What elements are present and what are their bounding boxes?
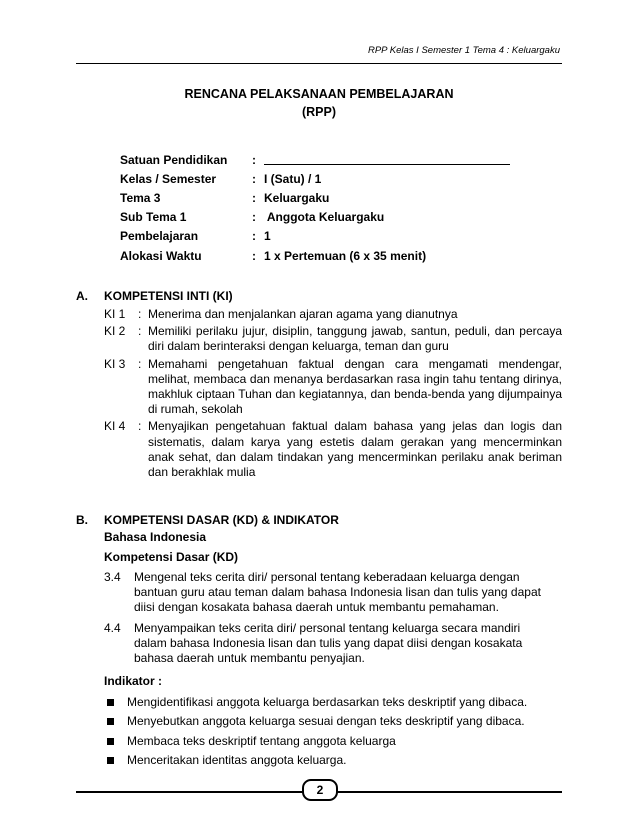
kd-number: 4.4 bbox=[104, 621, 121, 635]
identity-value: Keluargaku bbox=[264, 190, 330, 205]
identity-colon: : bbox=[252, 210, 256, 225]
ki-list bbox=[104, 307, 562, 480]
ki-code: KI 1 bbox=[104, 307, 126, 321]
identity-colon: : bbox=[252, 152, 256, 167]
square-bullet-icon bbox=[107, 757, 114, 764]
ki-colon: : bbox=[138, 356, 142, 371]
square-bullet-icon bbox=[107, 718, 114, 725]
ki-code: KI 2 bbox=[104, 324, 126, 339]
ki-text: Menerima dan menjalankan ajaran agama yang dianutnya bbox=[148, 307, 458, 321]
identity-row bbox=[120, 188, 510, 207]
identity-table bbox=[120, 150, 510, 265]
square-bullet-icon bbox=[107, 699, 114, 706]
kd-item bbox=[104, 621, 562, 666]
section-heading bbox=[76, 512, 562, 528]
identity-row bbox=[120, 150, 510, 169]
square-bullet-icon bbox=[107, 738, 114, 745]
indicator-heading: Indikator : bbox=[104, 674, 163, 688]
ki-item bbox=[104, 307, 562, 322]
ki-code: KI 4 bbox=[104, 419, 126, 434]
section-title: KOMPETENSI INTI (KI) bbox=[104, 289, 233, 303]
identity-value: 1 bbox=[264, 229, 271, 244]
ki-text: Memahami pengetahuan faktual dengan cara mengamati mendengar, melihat, membaca dan menanya berdasarkan rasa ingin tahu tentang dirinya, makhluk ciptaan Tuhan dan kegiatannya, dan benda-benda yang dijumpainya di rumah, sekolah bbox=[148, 356, 562, 417]
indicator-item bbox=[104, 751, 562, 771]
identity-blank-line bbox=[264, 154, 510, 165]
section-letter: B. bbox=[76, 513, 88, 527]
identity-value: Anggota Keluargaku bbox=[264, 210, 385, 225]
header-rule bbox=[76, 63, 562, 64]
ki-colon: : bbox=[138, 419, 142, 434]
document-title bbox=[0, 85, 638, 121]
indicator-list bbox=[104, 693, 562, 771]
indicator-text: Mengidentifikasi anggota keluarga berdasarkan teks deskriptif yang dibaca. bbox=[127, 694, 528, 709]
identity-label: Pembelajaran bbox=[120, 229, 199, 244]
identity-colon: : bbox=[252, 190, 256, 205]
document-title-line2: (RPP) bbox=[301, 105, 337, 119]
identity-colon: : bbox=[252, 229, 256, 244]
identity-label: Alokasi Waktu bbox=[120, 248, 202, 263]
kd-heading: Kompetensi Dasar (KD) bbox=[104, 549, 239, 564]
kd-block bbox=[104, 528, 562, 771]
identity-colon: : bbox=[252, 248, 256, 263]
identity-row bbox=[120, 246, 510, 265]
indicator-text: Menyebutkan anggota keluarga sesuai dengan teks deskriptif yang dibaca. bbox=[127, 714, 525, 728]
ki-text: Memiliki perilaku jujur, disiplin, tanggung jawab, santun, peduli, dan percaya diri dalam berinteraksi dengan keluarga, teman dan guru bbox=[148, 324, 562, 354]
section-letter: A. bbox=[76, 289, 88, 303]
identity-label: Sub Tema 1 bbox=[120, 210, 187, 225]
indicator-text: Membaca teks deskriptif tentang anggota keluarga bbox=[127, 733, 396, 748]
identity-colon: : bbox=[252, 171, 256, 186]
section-kompetensi-inti bbox=[76, 288, 562, 482]
kd-item bbox=[104, 570, 562, 615]
indicator-item bbox=[104, 712, 562, 732]
running-header: RPP Kelas I Semester 1 Tema 4 : Keluargaku bbox=[367, 45, 560, 56]
identity-row bbox=[120, 169, 510, 188]
page-number: 2 bbox=[302, 779, 338, 801]
indicator-item bbox=[104, 693, 562, 713]
identity-label: Tema 3 bbox=[120, 190, 161, 205]
ki-colon: : bbox=[138, 324, 142, 339]
kd-text: Menyampaikan teks cerita diri/ personal tentang keluarga secara mandiri dalam bahasa Indonesia lisan dan tulis yang dapat diisi dengan kosakata bahasa daerah untuk membantu penyajian. bbox=[134, 621, 523, 665]
ki-colon: : bbox=[138, 307, 142, 321]
identity-label: Satuan Pendidikan bbox=[120, 152, 228, 167]
ki-item bbox=[104, 324, 562, 354]
document-title-line1: RENCANA PELAKSANAAN PEMBELAJARAN bbox=[184, 87, 454, 101]
ki-item bbox=[104, 357, 562, 418]
section-heading bbox=[76, 288, 562, 304]
identity-value: I (Satu) / 1 bbox=[264, 171, 322, 186]
identity-label: Kelas / Semester bbox=[120, 171, 217, 186]
identity-value: 1 x Pertemuan (6 x 35 menit) bbox=[264, 248, 427, 263]
ki-text: Menyajikan pengetahuan faktual dalam bahasa yang jelas dan logis dan sistematis, dalam karya yang estetis dalam gerakan yang mencerminkan anak sehat, dan dalam tindakan yang mencerminkan perilaku anak beriman dan berakhlak mulia bbox=[148, 419, 562, 480]
kd-number: 3.4 bbox=[104, 570, 121, 584]
section-title: KOMPETENSI DASAR (KD) & INDIKATOR bbox=[104, 513, 339, 527]
kd-text: Mengenal teks cerita diri/ personal tentang keberadaan keluarga dengan bantuan guru atau teman dalam bahasa Indonesia lisan dan tulis yang dapat diisi dengan kosakata bahasa daerah untuk membantu pemahaman. bbox=[134, 570, 541, 614]
indicator-text: Menceritakan identitas anggota keluarga. bbox=[127, 753, 347, 767]
ki-code: KI 3 bbox=[104, 356, 126, 371]
indicator-item bbox=[104, 732, 562, 752]
ki-item bbox=[104, 419, 562, 480]
section-kompetensi-dasar bbox=[76, 512, 562, 771]
subject-heading: Bahasa Indonesia bbox=[104, 530, 207, 544]
identity-row bbox=[120, 227, 510, 246]
identity-row bbox=[120, 208, 510, 227]
